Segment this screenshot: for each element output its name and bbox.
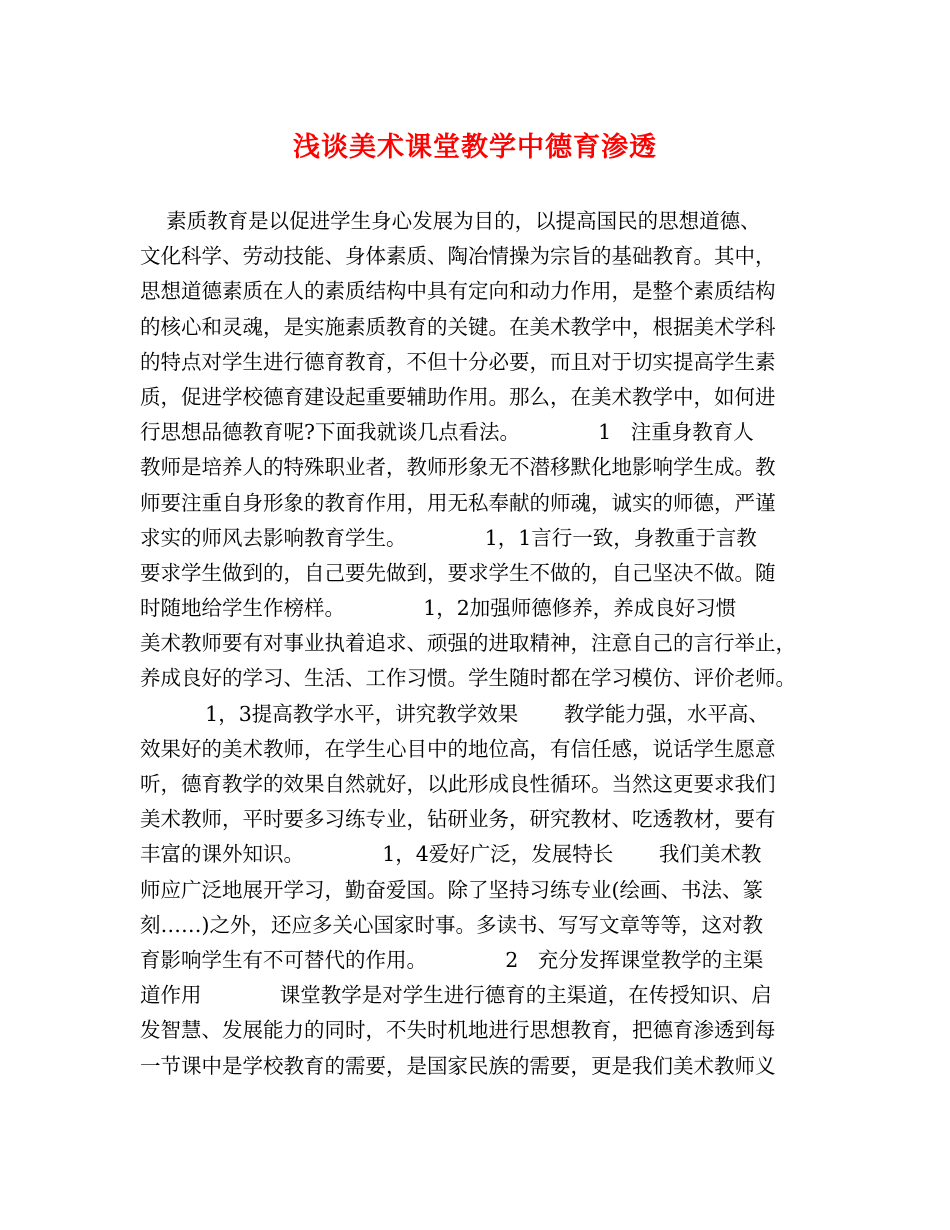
body-text-line: 发智慧、发展能力的同时，不失时机地进行思想教育，把德育渗透到每 <box>140 1018 776 1043</box>
body-text-line: 听，德育教学的效果自然就好，以此形成良性循环。当然这更要求我们 <box>140 772 776 796</box>
body-text-line: 丰富的课外知识。 1，4爱好广泛，发展特长 我们美术教 <box>140 842 762 867</box>
body-text-line: 的核心和灵魂，是实施素质教育的关键。在美术教学中，根据美术学科 <box>140 314 776 339</box>
body-text-line: 美术教师，平时要多习练专业，钻研业务，研究教材、吃透教材，要有 <box>140 807 776 832</box>
body-text-line: 育影响学生有不可替代的作用。 2 充分发挥课堂教学的主渠 <box>140 947 764 972</box>
body-text-line: 素质教育是以促进学生身心发展为目的，以提高国民的思想道德、 <box>140 209 761 233</box>
body-text-line: 养成良好的学习、生活、工作习惯。学生随时都在学习模仿、评价老师。 <box>140 666 796 691</box>
body-text-line: 时随地给学生作榜样。 1，2加强师德修养，养成良好习惯 <box>140 596 737 621</box>
body-text-line: 刻……)之外，还应多关心国家时事。多读书、写写文章等等，这对教 <box>140 912 763 937</box>
body-text-line: 文化科学、劳动技能、身体素质、陶冶情操为宗旨的基础教育。其中， <box>140 244 776 269</box>
body-text-line: 质，促进学校德育建设起重要辅助作用。那么，在美术教学中，如何进 <box>140 384 776 409</box>
body-text-line: 师应广泛地展开学习，勤奋爱国。除了坚持习练专业(绘画、书法、篆 <box>140 877 763 902</box>
body-text-line: 美术教师要有对事业执着追求、顽强的进取精神，注意自己的言行举止， <box>140 631 796 656</box>
body-text-line: 教师是培养人的特殊职业者，教师形象无不潜移默化地影响学生成。教 <box>140 455 776 480</box>
body-text-line: 道作用 课堂教学是对学生进行德育的主渠道，在传授知识、启 <box>140 983 772 1008</box>
body-text-line: 思想道德素质在人的素质结构中具有定向和动力作用，是整个素质结构 <box>140 279 776 304</box>
body-text-line: 要求学生做到的，自己要先做到，要求学生不做的，自己坚决不做。随 <box>140 560 776 585</box>
body-text-line: 求实的师风去影响教育学生。 1，1言行一致，身教重于言教 <box>140 525 757 550</box>
document-body <box>140 204 840 1084</box>
document-title: 浅谈美术课堂教学中德育渗透 <box>293 132 657 163</box>
body-text-line: 1，3提高教学水平，讲究教学效果 教学能力强，水平高、 <box>140 701 769 726</box>
body-text-line: 的特点对学生进行德育教育，不但十分必要，而且对于切实提高学生素 <box>140 349 776 374</box>
body-text-line: 行思想品德教育呢?下面我就谈几点看法。 1 注重身教育人 <box>140 420 754 445</box>
body-text-line: 效果好的美术教师，在学生心目中的地位高，有信任感，说话学生愿意 <box>140 736 776 761</box>
body-text-line: 一节课中是学校教育的需要，是国家民族的需要，更是我们美术教师义 <box>140 1053 776 1078</box>
body-text-line: 师要注重自身形象的教育作用，用无私奉献的师魂，诚实的师德，严谨 <box>140 490 776 515</box>
